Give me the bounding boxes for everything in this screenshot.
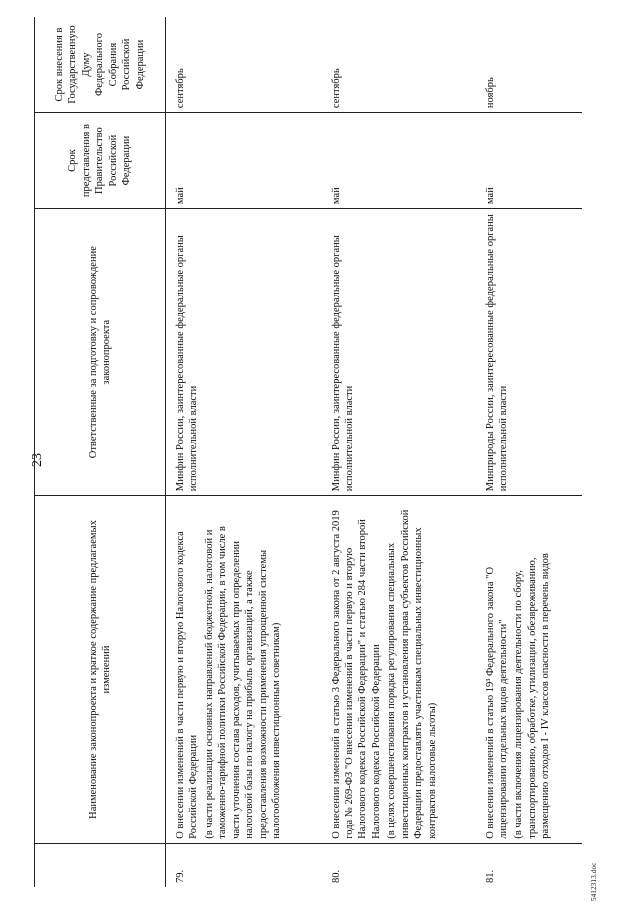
- row-note: (в целях совершенствования порядка регулирования специальных инвестиционных контрактов и установления права субъектов Российской Федерации предоставлять участникам специальных инвестиционных контрактов налоговые льготы): [386, 509, 438, 839]
- row-title: О внесении изменений в статью 19³ Федерального закона "О лицензировании отдельных видов деятельности": [484, 566, 509, 839]
- row-submit-duma: сентябрь: [322, 17, 476, 113]
- row-number: 81.: [476, 843, 582, 887]
- header-responsible: Ответственные за подготовку и сопровождение законопроекта: [35, 209, 166, 496]
- header-name: Наименование законопроекта и краткое содержание предлагаемых изменений: [35, 496, 166, 844]
- row-name-cell: [322, 496, 476, 844]
- row-number: 80.: [322, 843, 476, 887]
- row-submit-duma: ноябрь: [476, 17, 582, 113]
- row-responsible: Минприроды России, заинтересованные федеральные органы исполнительной власти: [476, 209, 582, 496]
- header-number: [35, 843, 166, 887]
- row-note: (в части реализации основных направлений бюджетной, налоговой и таможенно-тарифной политики Российской Федерации, в том числе в части уточнения состава расходов, учитываемых при определении налоговой базы по налогу на прибыль организаций, а также предоставления возможности применения упрощенной системы налогообложения инвестиционным советникам): [203, 526, 283, 839]
- row-submit-duma: сентябрь: [166, 17, 322, 113]
- row-responsible: Минфин России, заинтересованные федеральные органы исполнительной власти: [166, 209, 322, 496]
- legislative-plan-table: [34, 17, 582, 887]
- row-title: О внесении изменений в части первую и вторую Налогового кодекса Российской Федерации: [175, 531, 200, 839]
- row-number: 79.: [166, 843, 322, 887]
- file-label: 5412313.doc: [590, 862, 598, 901]
- row-responsible: Минфин России, заинтересованные федеральные органы исполнительной власти: [322, 209, 476, 496]
- row-submit-government: май: [322, 113, 476, 209]
- header-submit-government: Срок представления в Правительство Российской Федерации: [35, 113, 166, 209]
- table-row: [476, 17, 582, 887]
- table-row: [322, 17, 476, 887]
- row-submit-government: май: [476, 113, 582, 209]
- row-name-cell: [166, 496, 322, 844]
- page-number: 23: [30, 453, 45, 467]
- header-submit-duma: Срок внесения в Государственную Думу Федерального Собрания Российской Федерации: [35, 17, 166, 113]
- row-title: О внесении изменений в статью 3 Федерального закона от 2 августа 2019 года № 269-ФЗ "О внесении изменений в части первую и вторую Налогового кодекса Российской Федерации" и статью 284 части второй Налогового кодекса Российской Федерации: [330, 510, 382, 839]
- row-submit-government: май: [166, 113, 322, 209]
- table-row: [166, 17, 322, 887]
- row-note: (в части включения лицензирования деятельности по сбору, транспортированию, обработке, утилизации, обезвреживанию, размещению отходов I - IV классов опасности в перечень видов: [513, 553, 552, 839]
- row-name-cell: [476, 496, 582, 844]
- table-header-row: [35, 17, 166, 887]
